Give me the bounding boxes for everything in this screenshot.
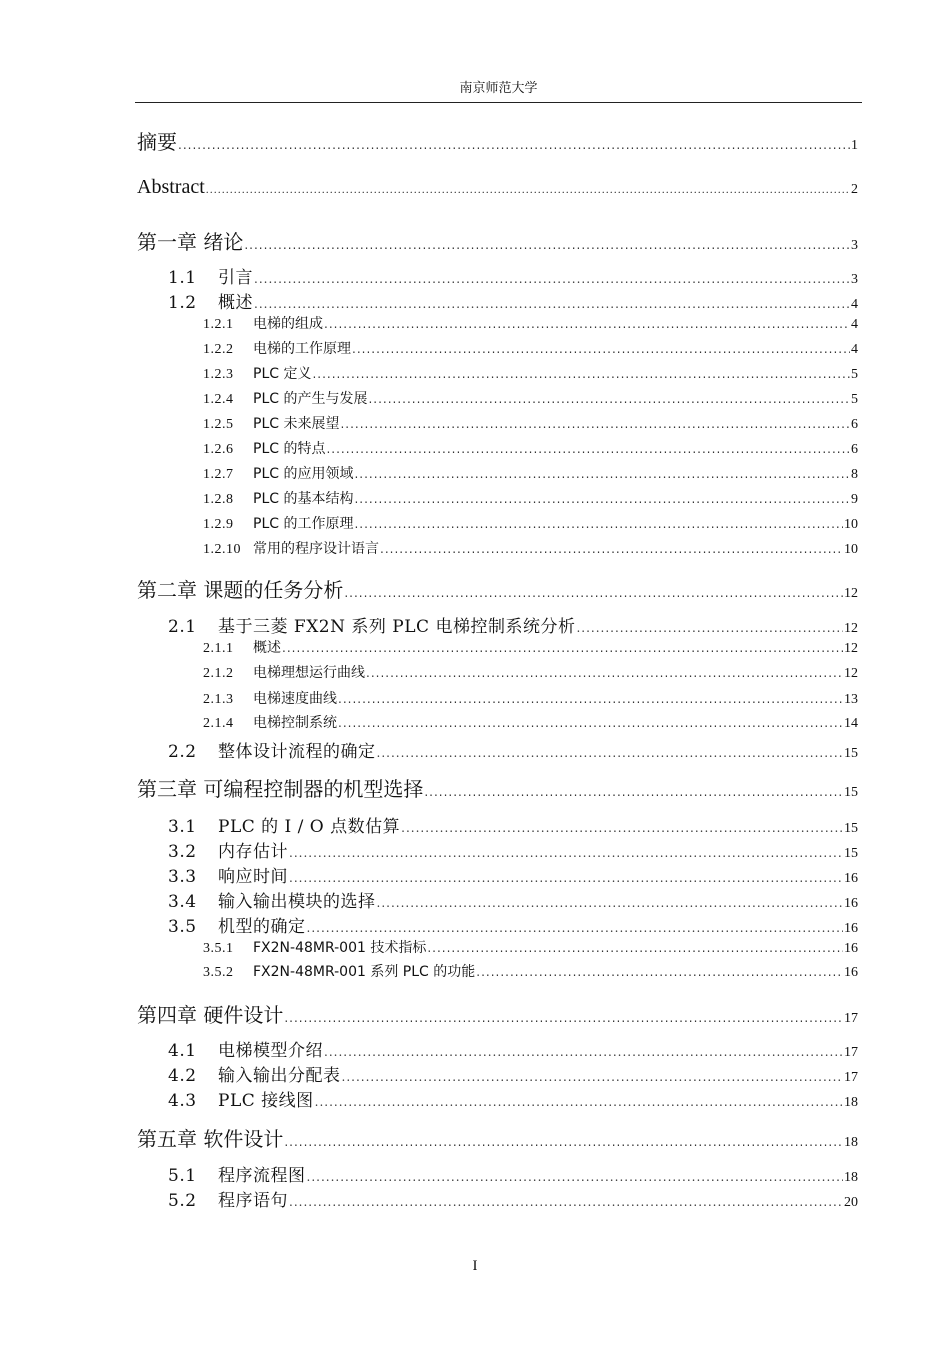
toc-entry-label [137, 1123, 283, 1152]
dot-leader [206, 182, 850, 197]
toc-entry[interactable] [203, 538, 858, 558]
toc-entry-title: FX2N-48MR-001 系列 PLC 的功能 [253, 964, 476, 980]
toc-entry-title: PLC 定义 [253, 366, 312, 382]
toc-entry[interactable] [203, 637, 858, 657]
dot-leader [326, 442, 850, 456]
toc-entry-label [168, 837, 288, 862]
dot-leader [340, 417, 850, 431]
toc-entry[interactable] [168, 1086, 858, 1111]
toc-entry[interactable] [137, 126, 858, 155]
header-title: 南京师范大学 [459, 81, 538, 96]
dot-leader [307, 921, 844, 935]
toc-entry-number: 3.5.1 [203, 941, 234, 956]
toc-entry-title: 电梯的组成 [253, 316, 323, 332]
toc-entry-page: 16 [844, 921, 858, 936]
toc-entry-page: 16 [844, 941, 858, 956]
toc-entry-title: 程序流程图 [218, 1166, 306, 1186]
toc-entry-page: 18 [844, 1135, 858, 1150]
toc-entry-title: PLC 未来展望 [253, 416, 340, 432]
toc-entry-number: 1.2.9 [203, 517, 234, 532]
toc-entry-title: Abstract [137, 176, 205, 198]
dot-leader [307, 1170, 844, 1184]
toc-entry-label [168, 737, 376, 762]
toc-entry[interactable] [168, 912, 858, 937]
toc-entry-page: 16 [844, 965, 858, 980]
toc-entry-page: 3 [851, 238, 858, 253]
toc-entry-label [137, 999, 283, 1028]
toc-entry-label [137, 574, 343, 603]
toc-entry-number: 1.2.4 [203, 392, 234, 407]
toc-entry[interactable] [168, 288, 858, 313]
toc-entry-label [168, 1036, 323, 1061]
toc-entry-title: PLC 的应用领域 [253, 466, 354, 482]
toc-entry-label [168, 263, 253, 288]
toc-entry-number: 2.1 [168, 617, 197, 637]
toc-entry-number: 1.2.5 [203, 417, 234, 432]
toc-entry[interactable] [168, 612, 858, 637]
dot-leader [338, 716, 843, 730]
toc-entry-label [203, 463, 353, 483]
toc-entry-label [168, 288, 253, 313]
toc-entry-label [203, 438, 325, 458]
toc-entry-title: 电梯理想运行曲线 [253, 665, 365, 681]
toc-entry[interactable] [168, 862, 858, 887]
toc-entry[interactable] [168, 1061, 858, 1086]
toc-entry-page: 16 [844, 896, 858, 911]
toc-entry-label [203, 513, 353, 533]
toc-entry[interactable] [203, 513, 858, 533]
toc-entry-number: 2.1.3 [203, 692, 234, 707]
dot-leader [338, 692, 843, 706]
toc-entry-page: 15 [844, 821, 858, 836]
toc-entry-label [203, 363, 311, 383]
toc-entry-label [168, 812, 400, 837]
toc-entry-page: 4 [851, 317, 858, 332]
dot-leader [289, 1195, 843, 1209]
toc-entry-page: 5 [851, 392, 858, 407]
toc-entry-title: 第二章 课题的任务分析 [137, 578, 344, 602]
dot-leader [342, 1070, 844, 1084]
toc-entry-page: 15 [844, 846, 858, 861]
toc-entry[interactable] [203, 463, 858, 483]
dot-leader [284, 1135, 843, 1149]
toc-entry-page: 3 [851, 272, 858, 287]
toc-entry-title: PLC 的 I / O 点数估算 [218, 817, 401, 837]
toc-entry-label [203, 637, 281, 657]
toc-entry-label [137, 126, 177, 155]
toc-entry[interactable] [137, 1123, 858, 1152]
toc-entry-page: 4 [851, 342, 858, 357]
toc-entry-page: 10 [844, 542, 858, 557]
toc-entry-page: 14 [844, 716, 858, 731]
toc-entry-page: 13 [844, 692, 858, 707]
toc-entry-number: 3.5.2 [203, 965, 234, 980]
toc-entry-number: 3.2 [168, 842, 197, 862]
dot-leader [366, 666, 843, 680]
toc-entry-page: 15 [844, 785, 858, 800]
toc-entry-label [168, 862, 288, 887]
dot-leader [284, 1011, 843, 1025]
toc-entry-title: PLC 接线图 [218, 1091, 314, 1111]
toc-entry-page: 18 [844, 1170, 858, 1185]
toc-entry[interactable] [137, 773, 858, 802]
dot-leader [315, 1095, 843, 1109]
dot-leader [380, 542, 843, 556]
toc-entry-title: 整体设计流程的确定 [218, 742, 376, 762]
toc-entry[interactable] [168, 1036, 858, 1061]
toc-entry-page: 16 [844, 871, 858, 886]
toc-entry-label [168, 1161, 306, 1186]
dot-leader [254, 297, 850, 311]
toc-entry[interactable] [168, 887, 858, 912]
toc-entry[interactable] [203, 338, 858, 358]
dot-leader [344, 586, 843, 600]
toc-entry[interactable] [203, 961, 858, 981]
toc-entry-page: 17 [844, 1070, 858, 1085]
toc-entry-title: 响应时间 [218, 867, 288, 887]
toc-entry-number: 1.2.2 [203, 342, 234, 357]
toc-entry[interactable] [203, 413, 858, 433]
toc-entry-label [137, 226, 243, 255]
dot-leader [244, 238, 850, 252]
dot-leader [352, 342, 850, 356]
dot-leader [576, 621, 843, 635]
dot-leader [354, 517, 843, 531]
toc-entry-number: 3.3 [168, 867, 197, 887]
toc-entry-label [168, 1061, 341, 1086]
toc-entry-label [203, 313, 323, 333]
toc-entry[interactable] [168, 737, 858, 762]
toc-entry-title: 第四章 硬件设计 [137, 1003, 284, 1027]
toc-entry-title: 摘要 [137, 130, 177, 154]
toc-entry-number: 4.2 [168, 1066, 197, 1086]
toc-entry-label [203, 338, 351, 358]
toc-entry-number: 1.2.8 [203, 492, 234, 507]
toc-entry-number: 1.2 [168, 293, 197, 313]
dot-leader [354, 467, 850, 481]
toc-entry[interactable] [203, 488, 858, 508]
toc-entry-number: 2.1.1 [203, 641, 234, 656]
toc-entry[interactable] [137, 574, 858, 603]
toc-entry-label [203, 712, 337, 732]
toc-entry-number: 3.4 [168, 892, 197, 912]
toc-entry-number: 5.1 [168, 1166, 197, 1186]
dot-leader [476, 965, 843, 979]
toc-entry-page: 12 [844, 641, 858, 656]
dot-leader [377, 896, 844, 910]
dot-leader [254, 272, 850, 286]
dot-leader [282, 641, 843, 655]
toc-entry-label [203, 388, 367, 408]
toc-entry-title: 基于三菱 FX2N 系列 PLC 电梯控制系统分析 [218, 617, 576, 637]
toc-entry-number: 1.2.7 [203, 467, 234, 482]
toc-entry[interactable] [203, 363, 858, 383]
toc-entry-label [203, 961, 475, 981]
toc-entry-page: 2 [851, 182, 858, 197]
dot-leader [401, 821, 843, 835]
toc-entry-title: PLC 的工作原理 [253, 516, 354, 532]
toc-entry-title: 机型的确定 [218, 917, 306, 937]
toc-entry-page: 10 [844, 517, 858, 532]
dot-leader [377, 746, 844, 760]
toc-entry-number: 2.1.4 [203, 716, 234, 731]
toc-entry-page: 12 [844, 621, 858, 636]
toc-entry-title: 电梯速度曲线 [253, 691, 337, 707]
toc-entry[interactable] [203, 313, 858, 333]
toc-entry[interactable] [168, 1186, 858, 1211]
toc-entry-page: 15 [844, 746, 858, 761]
toc-entry-page: 8 [851, 467, 858, 482]
toc-entry-number: 2.1.2 [203, 666, 234, 681]
toc-entry-page: 6 [851, 417, 858, 432]
toc-entry[interactable] [203, 438, 858, 458]
dot-leader [324, 317, 850, 331]
toc-entry-title: 第三章 可编程控制器的机型选择 [137, 777, 424, 801]
toc-entry-title: 电梯的工作原理 [253, 341, 351, 357]
toc-entry-label [168, 1086, 314, 1111]
toc-entry-title: PLC 的特点 [253, 441, 326, 457]
toc-entry-title: 程序语句 [218, 1191, 288, 1211]
toc-entry-number: 1.2.6 [203, 442, 234, 457]
toc-entry[interactable] [168, 1161, 858, 1186]
toc-entry-page: 1 [851, 138, 858, 153]
toc-entry-label [203, 662, 365, 682]
toc-entry-title: 概述 [253, 640, 281, 656]
toc-entry-label [203, 488, 353, 508]
toc-entry[interactable] [203, 937, 858, 957]
toc-entry-label [168, 887, 376, 912]
toc-entry-page: 17 [844, 1011, 858, 1026]
toc-entry[interactable] [203, 712, 858, 732]
toc-entry-label [203, 937, 426, 957]
toc-entry-number: 4.3 [168, 1091, 197, 1111]
toc-entry-title: 输入输出分配表 [218, 1066, 341, 1086]
toc-entry-page: 12 [844, 586, 858, 601]
toc-entry[interactable] [168, 812, 858, 837]
toc-entry[interactable] [137, 176, 858, 199]
toc-entry[interactable] [203, 662, 858, 682]
toc-entry-number: 3.5 [168, 917, 197, 937]
toc-entry[interactable] [137, 999, 858, 1028]
toc-entry-title: 输入输出模块的选择 [218, 892, 376, 912]
dot-leader [289, 846, 843, 860]
toc-entry-title: 概述 [218, 293, 253, 313]
page-number: I [472, 1258, 478, 1274]
toc-entry-page: 12 [844, 666, 858, 681]
toc-entry-title: PLC 的基本结构 [253, 491, 354, 507]
toc-entry[interactable] [203, 388, 858, 408]
dot-leader [424, 785, 843, 799]
toc-entry-title: 引言 [218, 268, 253, 288]
toc-entry-title: 第一章 绪论 [137, 230, 244, 254]
toc-entry-label [168, 912, 306, 937]
toc-entry-label [203, 688, 337, 708]
toc-entry[interactable] [168, 263, 858, 288]
toc-entry-number: 4.1 [168, 1041, 197, 1061]
dot-leader [354, 492, 850, 506]
toc-entry-number: 1.1 [168, 268, 197, 288]
dot-leader [324, 1045, 843, 1059]
toc-entry-page: 5 [851, 367, 858, 382]
toc-entry-number: 1.2.10 [203, 542, 241, 557]
toc-entry-number: 1.2.1 [203, 317, 234, 332]
toc-entry-title: 第五章 软件设计 [137, 1127, 284, 1151]
toc-entry-label [137, 176, 205, 199]
toc-entry-title: 常用的程序设计语言 [253, 541, 379, 557]
toc-entry-label [203, 538, 379, 558]
toc-entry-label [203, 413, 339, 433]
dot-leader [289, 871, 843, 885]
toc-entry-title: 电梯控制系统 [253, 715, 337, 731]
toc-entry-page: 20 [844, 1195, 858, 1210]
toc-entry[interactable] [168, 837, 858, 862]
toc-entry-page: 17 [844, 1045, 858, 1060]
toc-entry-label [137, 773, 423, 802]
dot-leader [368, 392, 850, 406]
toc-entry-title: 内存估计 [218, 842, 288, 862]
toc-entry-page: 4 [851, 297, 858, 312]
toc-entry-page: 6 [851, 442, 858, 457]
toc-entry[interactable] [203, 688, 858, 708]
toc-entry-label [168, 612, 575, 637]
toc-entry-page: 9 [851, 492, 858, 507]
dot-leader [427, 941, 843, 955]
dot-leader [312, 367, 850, 381]
dot-leader [178, 138, 850, 152]
toc-entry-number: 2.2 [168, 742, 197, 762]
toc-entry-number: 3.1 [168, 817, 197, 837]
toc-entry-title: PLC 的产生与发展 [253, 391, 368, 407]
toc-entry-title: 电梯模型介绍 [218, 1041, 323, 1061]
toc-entry-number: 1.2.3 [203, 367, 234, 382]
toc-entry-title: FX2N-48MR-001 技术指标 [253, 940, 427, 956]
toc-entry-number: 5.2 [168, 1191, 197, 1211]
toc-entry-page: 18 [844, 1095, 858, 1110]
toc-entry[interactable] [137, 226, 858, 255]
toc-entry-label [168, 1186, 288, 1211]
